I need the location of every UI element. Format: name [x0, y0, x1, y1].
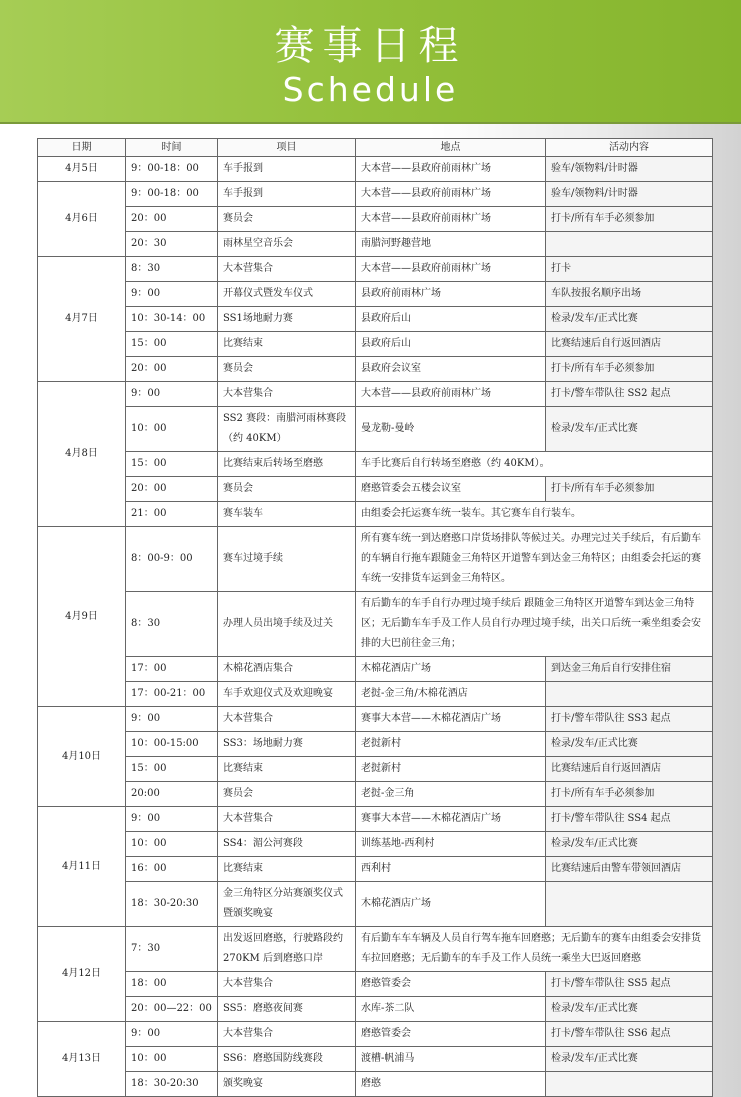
item-cell: 赛车过境手续: [218, 527, 356, 592]
time-cell: 10：30-14：00: [126, 307, 218, 332]
place-cell: 南腊河野趣营地: [356, 232, 546, 257]
place-cell: 磨憨管委会: [356, 1022, 546, 1047]
time-cell: 9：00-18：00: [126, 182, 218, 207]
content-cell: 检录/发车/正式比赛: [546, 307, 713, 332]
time-cell: 15：00: [126, 757, 218, 782]
item-cell: 办理人员出境手续及过关: [218, 592, 356, 657]
content-cell: 比赛结速后由警车带领回酒店: [546, 857, 713, 882]
time-cell: 20：00: [126, 477, 218, 502]
item-cell: 车手报到: [218, 182, 356, 207]
table-row: [38, 477, 713, 502]
place-cell: 大本营——县政府前雨林广场: [356, 207, 546, 232]
item-cell: 赛员会: [218, 782, 356, 807]
place-cell: 渡槽-帆浦马: [356, 1047, 546, 1072]
item-cell: 赛员会: [218, 207, 356, 232]
table-row: [38, 1072, 713, 1097]
time-cell: 9：00: [126, 707, 218, 732]
content-cell: [546, 682, 713, 707]
time-cell: 18：30-20:30: [126, 882, 218, 927]
place-cell: 老挝新村: [356, 757, 546, 782]
place-cell: 县政府后山: [356, 307, 546, 332]
place-cell: 老挝-金三角: [356, 782, 546, 807]
item-cell: SS3：场地耐力赛: [218, 732, 356, 757]
date-cell: 4月5日: [38, 157, 126, 182]
content-cell: 验车/领物料/计时器: [546, 182, 713, 207]
place-content-cell: 由组委会托运赛车统一装车。其它赛车自行装车。: [356, 502, 713, 527]
table-row: [38, 972, 713, 997]
place-content-cell: 所有赛车统一到达磨憨口岸货场排队等候过关。办理完过关手续后，有后勤车的车辆自行拖车跟随金三角特区开道警车到达金三角特区；由组委会托运的赛车统一安排货车运到金三角特区。: [356, 527, 713, 592]
place-cell: 大本营——县政府前雨林广场: [356, 182, 546, 207]
table-row: [38, 382, 713, 407]
item-cell: 比赛结束: [218, 757, 356, 782]
time-cell: 15：00: [126, 452, 218, 477]
place-cell: 木棉花酒店广场: [356, 882, 546, 927]
place-content-cell: 有后勤车车车辆及人员自行驾车拖车回磨憨；无后勤车的赛车由组委会安排货车拉回磨憨；无后勤车的车手及工作人员统一乘坐大巴返回磨憨: [356, 927, 713, 972]
time-cell: 18：30-20:30: [126, 1072, 218, 1097]
content-cell: 检录/发车/正式比赛: [546, 997, 713, 1022]
time-cell: 9：00: [126, 282, 218, 307]
place-content-cell: 有后勤车的车手自行办理过境手续后 跟随金三角特区开道警车到达金三角特区；无后勤车车手及工作人员自行办理过境手续，出关口后统一乘坐组委会安排的大巴前往金三角；: [356, 592, 713, 657]
place-cell: 大本营——县政府前雨林广场: [356, 257, 546, 282]
content-cell: 到达金三角后自行安排住宿: [546, 657, 713, 682]
content-cell: 打卡/警车带队往 SS3 起点: [546, 707, 713, 732]
time-cell: 9：00-18：00: [126, 157, 218, 182]
time-cell: 21：00: [126, 502, 218, 527]
item-cell: 比赛结束: [218, 332, 356, 357]
header-banner: [0, 0, 741, 122]
place-cell: 赛事大本营——木棉花酒店广场: [356, 707, 546, 732]
table-header-row: [38, 139, 713, 157]
table-row: [38, 207, 713, 232]
date-cell: 4月8日: [38, 382, 126, 527]
item-cell: SS4：湄公河赛段: [218, 832, 356, 857]
column-header: 时间: [126, 139, 218, 157]
date-cell: 4月9日: [38, 527, 126, 707]
content-cell: [546, 232, 713, 257]
content-cell: 打卡/所有车手必须参加: [546, 207, 713, 232]
table-row: [38, 927, 713, 972]
table-row: [38, 182, 713, 207]
time-cell: 17：00-21：00: [126, 682, 218, 707]
table-row: [38, 657, 713, 682]
schedule-table: [37, 138, 713, 1097]
table-row: [38, 407, 713, 452]
time-cell: 7：30: [126, 927, 218, 972]
time-cell: 20：30: [126, 232, 218, 257]
place-cell: 老挝新村: [356, 732, 546, 757]
page-title: 赛事日程: [274, 23, 467, 69]
item-cell: 大本营集合: [218, 972, 356, 997]
time-cell: 17：00: [126, 657, 218, 682]
column-header: 日期: [38, 139, 126, 157]
time-cell: 9：00: [126, 382, 218, 407]
table-row: [38, 832, 713, 857]
table-row: [38, 257, 713, 282]
table-row: [38, 307, 713, 332]
date-cell: 4月12日: [38, 927, 126, 1022]
place-cell: 曼龙勒-曼岭: [356, 407, 546, 452]
place-cell: 县政府会议室: [356, 357, 546, 382]
content-cell: 比赛结速后自行返回酒店: [546, 332, 713, 357]
time-cell: 10：00: [126, 1047, 218, 1072]
item-cell: 比赛结束后转场至磨憨: [218, 452, 356, 477]
place-cell: 磨憨管委会: [356, 972, 546, 997]
content-cell: 检录/发车/正式比赛: [546, 407, 713, 452]
item-cell: 大本营集合: [218, 1022, 356, 1047]
item-cell: SS5：磨憨夜间赛: [218, 997, 356, 1022]
place-cell: 大本营——县政府前雨林广场: [356, 157, 546, 182]
time-cell: 9：00: [126, 1022, 218, 1047]
item-cell: 赛员会: [218, 477, 356, 502]
item-cell: 开幕仪式暨发车仪式: [218, 282, 356, 307]
content-cell: 打卡/警车带队往 SS6 起点: [546, 1022, 713, 1047]
time-cell: 18：00: [126, 972, 218, 997]
table-row: [38, 882, 713, 927]
page-subtitle: Schedule: [282, 70, 459, 109]
time-cell: 8：30: [126, 592, 218, 657]
content-cell: 车队按报名顺序出场: [546, 282, 713, 307]
content-cell: [546, 1072, 713, 1097]
content-cell: 检录/发车/正式比赛: [546, 1047, 713, 1072]
table-row: [38, 807, 713, 832]
date-cell: 4月11日: [38, 807, 126, 927]
place-cell: 大本营——县政府前雨林广场: [356, 382, 546, 407]
place-cell: 磨憨: [356, 1072, 546, 1097]
content-cell: 检录/发车/正式比赛: [546, 732, 713, 757]
table-row: [38, 682, 713, 707]
item-cell: 比赛结束: [218, 857, 356, 882]
date-cell: 4月13日: [38, 1022, 126, 1097]
item-cell: SS2 赛段：南腊河雨林赛段（约 40KM）: [218, 407, 356, 452]
time-cell: 9：00: [126, 807, 218, 832]
place-cell: 木棉花酒店广场: [356, 657, 546, 682]
time-cell: 10：00-15:00: [126, 732, 218, 757]
place-cell: 县政府后山: [356, 332, 546, 357]
content-cell: 打卡/警车带队往 SS2 起点: [546, 382, 713, 407]
content-cell: 打卡/警车带队往 SS5 起点: [546, 972, 713, 997]
item-cell: 金三角特区分站赛颁奖仪式暨颁奖晚宴: [218, 882, 356, 927]
time-cell: 10：00: [126, 407, 218, 452]
time-cell: 20：00: [126, 207, 218, 232]
table-row: [38, 732, 713, 757]
content-cell: 打卡/警车带队往 SS4 起点: [546, 807, 713, 832]
column-header: 活动内容: [546, 139, 713, 157]
table-row: [38, 1047, 713, 1072]
table-row: [38, 502, 713, 527]
time-cell: 15：00: [126, 332, 218, 357]
item-cell: 出发返回磨憨，行驶路段约 270KM 后到磨憨口岸: [218, 927, 356, 972]
item-cell: 车手报到: [218, 157, 356, 182]
table-row: [38, 592, 713, 657]
content-cell: 打卡: [546, 257, 713, 282]
time-cell: 8：30: [126, 257, 218, 282]
place-cell: 训练基地-西利村: [356, 832, 546, 857]
table-row: [38, 857, 713, 882]
item-cell: 赛员会: [218, 357, 356, 382]
content-cell: 验车/领物料/计时器: [546, 157, 713, 182]
time-cell: 8：00-9：00: [126, 527, 218, 592]
content-cell: 打卡/所有车手必须参加: [546, 782, 713, 807]
item-cell: SS6：磨憨国防线赛段: [218, 1047, 356, 1072]
table-row: [38, 282, 713, 307]
content-cell: 打卡/所有车手必须参加: [546, 357, 713, 382]
table-row: [38, 997, 713, 1022]
place-cell: 赛事大本营——木棉花酒店广场: [356, 807, 546, 832]
place-content-cell: 车手比赛后自行转场至磨憨（约 40KM）。: [356, 452, 713, 477]
place-cell: 老挝-金三角/木棉花酒店: [356, 682, 546, 707]
table-row: [38, 357, 713, 382]
time-cell: 20：00: [126, 357, 218, 382]
table-row: [38, 757, 713, 782]
place-cell: 水库-茶二队: [356, 997, 546, 1022]
table-row: [38, 452, 713, 477]
item-cell: SS1场地耐力赛: [218, 307, 356, 332]
table-row: [38, 232, 713, 257]
header-divider: [0, 122, 741, 124]
item-cell: 大本营集合: [218, 707, 356, 732]
table-row: [38, 157, 713, 182]
item-cell: 大本营集合: [218, 807, 356, 832]
table-row: [38, 332, 713, 357]
place-cell: 西利村: [356, 857, 546, 882]
date-cell: 4月10日: [38, 707, 126, 807]
date-cell: 4月6日: [38, 182, 126, 257]
place-cell: 磨憨管委会五楼会议室: [356, 477, 546, 502]
table-row: [38, 782, 713, 807]
content-cell: 比赛结速后自行返回酒店: [546, 757, 713, 782]
item-cell: 大本营集合: [218, 382, 356, 407]
time-cell: 16：00: [126, 857, 218, 882]
date-cell: 4月7日: [38, 257, 126, 382]
item-cell: 木棉花酒店集合: [218, 657, 356, 682]
table-row: [38, 1022, 713, 1047]
place-cell: 县政府前雨林广场: [356, 282, 546, 307]
item-cell: 颁奖晚宴: [218, 1072, 356, 1097]
item-cell: 赛车装车: [218, 502, 356, 527]
table-row: [38, 707, 713, 732]
column-header: 项目: [218, 139, 356, 157]
time-cell: 10：00: [126, 832, 218, 857]
column-header: 地点: [356, 139, 546, 157]
item-cell: 车手欢迎仪式及欢迎晚宴: [218, 682, 356, 707]
time-cell: 20：00—22：00: [126, 997, 218, 1022]
time-cell: 20:00: [126, 782, 218, 807]
table-row: [38, 527, 713, 592]
item-cell: 大本营集合: [218, 257, 356, 282]
content-cell: 打卡/所有车手必须参加: [546, 477, 713, 502]
content-cell: 检录/发车/正式比赛: [546, 832, 713, 857]
item-cell: 雨林星空音乐会: [218, 232, 356, 257]
content-cell: [546, 882, 713, 927]
